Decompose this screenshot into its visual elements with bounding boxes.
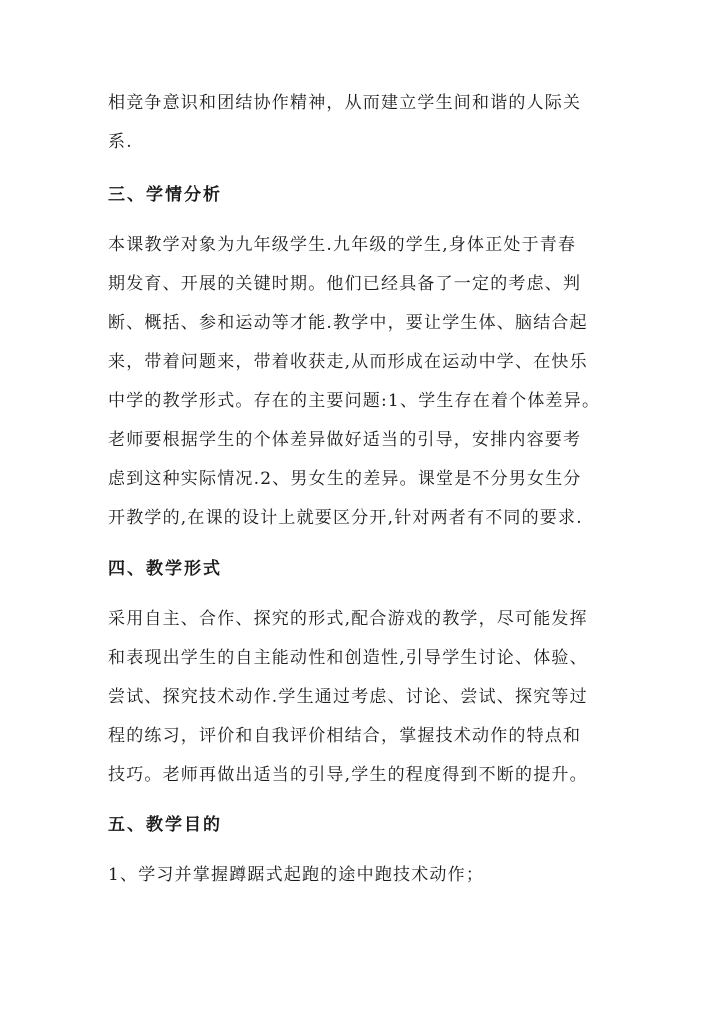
paragraph-line: 相竞争意识和团结协作精神，从而建立学生间和谐的人际关 bbox=[108, 93, 582, 113]
paragraph-line: 和表现出学生的自主能动性和创造性,引导学生讨论、体验、 bbox=[108, 648, 588, 668]
paragraph-line: 本课教学对象为九年级学生.九年级的学生,身体正处于青春 bbox=[108, 235, 577, 255]
paragraph-line: 中学的教学形式。存在的主要问题:1、学生存在着个体差异。 bbox=[108, 391, 601, 411]
paragraph-line: 技巧。老师再做出适当的引导,学生的程度得到不断的提升。 bbox=[108, 765, 588, 785]
section-heading-4: 四、教学形式 bbox=[108, 559, 222, 579]
paragraph-line: 采用自主、合作、探究的形式,配合游戏的教学，尽可能发挥 bbox=[108, 609, 588, 629]
section-heading-3: 三、学情分析 bbox=[108, 185, 222, 205]
section-heading-5: 五、教学目的 bbox=[108, 815, 222, 835]
paragraph-line: 来，带着问题来，带着收获走,从而形成在运动中学、在快乐 bbox=[108, 352, 588, 372]
paragraph-line: 虑到这种实际情况.2、男女生的差异。课堂是不分男女生分 bbox=[108, 469, 582, 489]
paragraph-line: 期发育、开展的关键时期。他们已经具备了一定的考虑、判 bbox=[108, 274, 582, 294]
paragraph-line: 尝试、探究技术动作.学生通过考虑、讨论、尝试、探究等过 bbox=[108, 687, 588, 707]
paragraph-line: 老师要根据学生的个体差异做好适当的引导，安排内容要考 bbox=[108, 430, 582, 450]
paragraph-line: 开教学的,在课的设计上就要区分开,针对两者有不同的要求. bbox=[108, 508, 583, 528]
paragraph-line: 系. bbox=[108, 132, 133, 152]
list-item: 1、学习并掌握蹲踞式起跑的途中跑技术动作； bbox=[108, 865, 485, 885]
paragraph-line: 程的练习，评价和自我评价相结合，掌握技术动作的特点和 bbox=[108, 726, 582, 746]
paragraph-line: 断、概括、参和运动等才能.教学中，要让学生体、脑结合起 bbox=[108, 313, 588, 333]
